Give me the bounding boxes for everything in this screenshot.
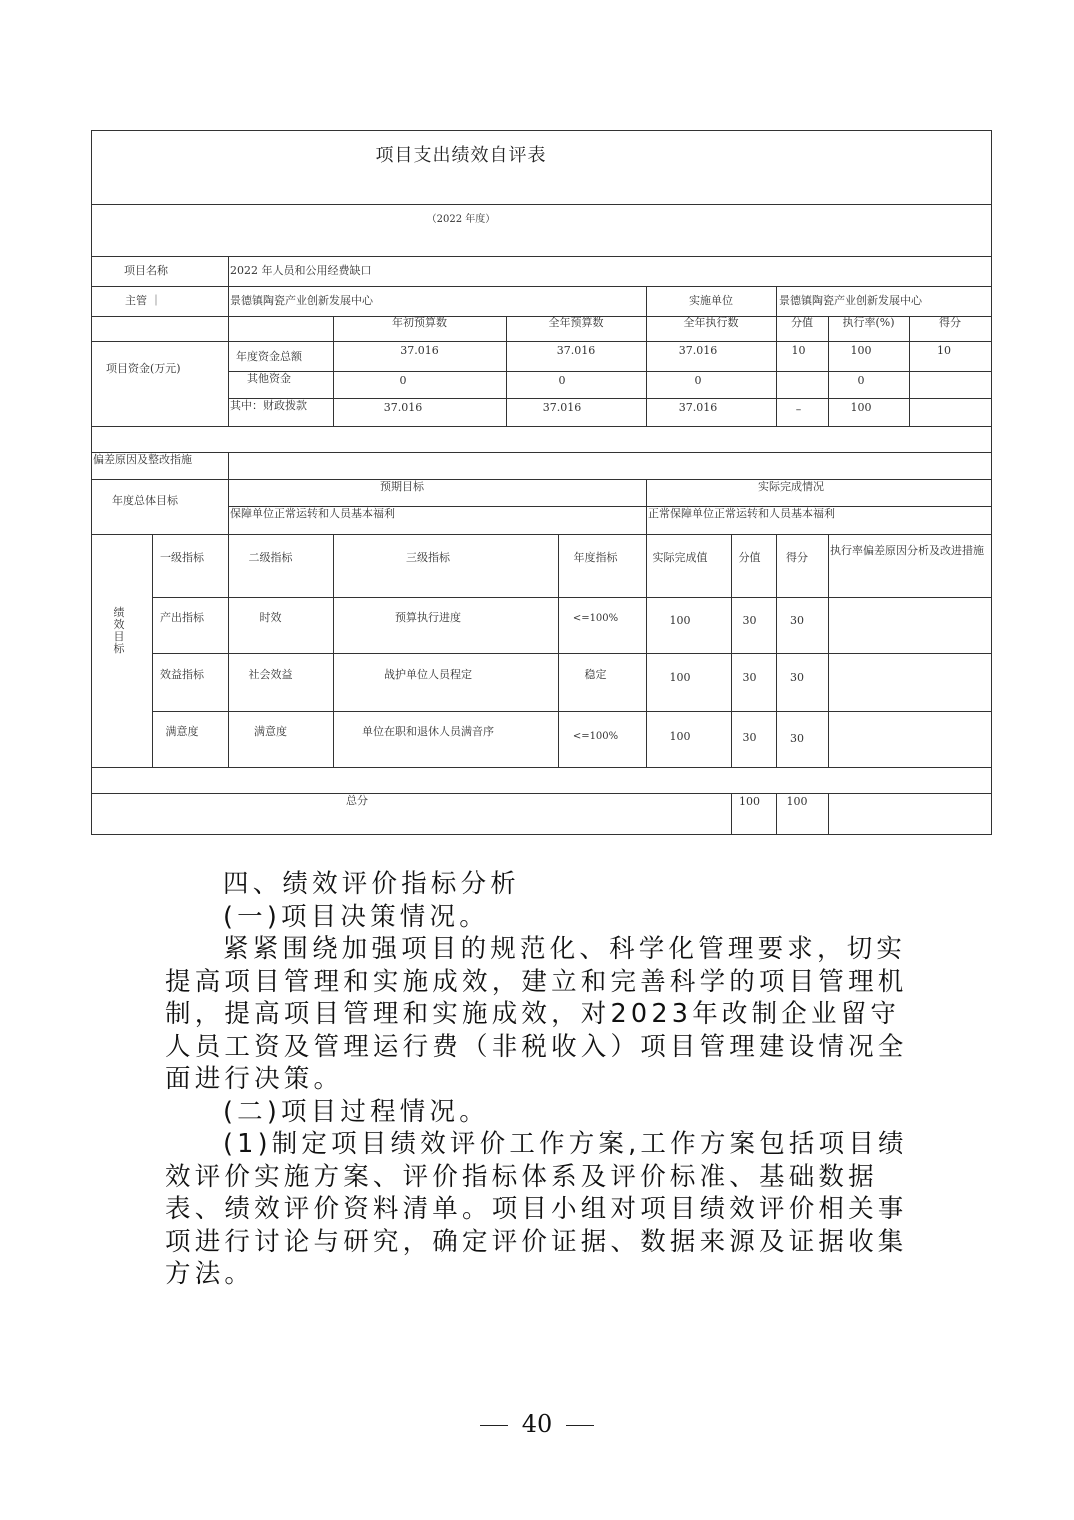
fund-header: 全年执行数 bbox=[683, 316, 739, 329]
table-rule bbox=[228, 371, 992, 372]
indicator-score: 30 bbox=[790, 614, 804, 627]
indicator-level2: 社会效益 bbox=[248, 668, 293, 681]
table-rule bbox=[152, 711, 992, 712]
performance-goal-label: 绩效目标 bbox=[113, 606, 125, 655]
indicator-header: 年度指标 bbox=[573, 551, 618, 564]
fund-cell: 100 bbox=[850, 401, 872, 414]
table-rule bbox=[91, 426, 992, 427]
analysis-section bbox=[165, 868, 925, 1291]
actual-result-value: 正常保障单位正常运转和人员基本福利 bbox=[648, 507, 835, 520]
fund-row-label: 其他资金 bbox=[247, 372, 291, 385]
indicator-level3: 战护单位人员程定 bbox=[384, 668, 472, 681]
table-rule bbox=[91, 256, 992, 257]
indicator-weight: 30 bbox=[742, 731, 757, 744]
indicator-header: 实际完成值 bbox=[652, 551, 708, 564]
indicator-level2: 满意度 bbox=[254, 725, 287, 738]
fund-header: 分值 bbox=[791, 316, 813, 329]
table-border-bottom bbox=[91, 834, 992, 835]
page-footer bbox=[0, 1410, 1074, 1438]
paragraph: 紧紧围绕加强项目的规范化、科学化管理要求，切实提高项目管理和实施成效，建立和完善科学的项目管理机制，提高项目管理和实施成效，对2023年改制企业留守人员工资及管理运行费（非税收入）项目管理建设情况全面进行决策。 bbox=[165, 934, 908, 1094]
table-rule bbox=[91, 286, 992, 287]
indicator-header: 三级指标 bbox=[406, 551, 450, 564]
table-rule bbox=[909, 316, 910, 426]
implementer-label: 实施单位 bbox=[689, 294, 733, 307]
table-rule bbox=[91, 452, 992, 453]
indicator-header: 分值 bbox=[738, 551, 761, 564]
table-rule bbox=[152, 597, 992, 598]
deviation-label: 偏差原因及整改指施 bbox=[93, 453, 192, 466]
indicator-level2: 时效 bbox=[259, 611, 282, 624]
table-rule bbox=[228, 398, 992, 399]
fund-header: 得分 bbox=[939, 316, 961, 329]
fund-cell: 37.016 bbox=[400, 344, 439, 357]
indicator-header: 得分 bbox=[786, 551, 808, 564]
table-border-right bbox=[991, 130, 992, 835]
indicator-header: 一级指标 bbox=[160, 551, 204, 564]
form-title: 项目支出绩效自评表 bbox=[375, 145, 547, 166]
footer-dash-right bbox=[566, 1425, 594, 1426]
table-rule bbox=[91, 204, 992, 205]
fund-cell: 100 bbox=[850, 344, 872, 357]
indicator-score: 30 bbox=[790, 732, 804, 745]
fund-row-label: 年度资金总额 bbox=[236, 350, 302, 363]
fund-cell: 0 bbox=[399, 374, 407, 387]
table-rule bbox=[228, 256, 229, 426]
fund-cell: – bbox=[795, 403, 802, 416]
table-rule bbox=[152, 653, 992, 654]
project-name-label: 项目名称 bbox=[124, 264, 168, 277]
table-border-top bbox=[91, 130, 992, 131]
indicator-actual: 100 bbox=[669, 671, 691, 684]
indicator-level3: 预算执行进度 bbox=[395, 611, 461, 624]
expected-goal-value: 保障单位正常运转和人员基本福利 bbox=[230, 507, 395, 520]
table-border-left bbox=[91, 130, 92, 835]
fund-cell: 10 bbox=[937, 344, 951, 357]
fund-header: 年初预算数 bbox=[392, 316, 447, 329]
project-funds-label: 项目资金(万元) bbox=[106, 362, 181, 375]
fund-cell: 37.016 bbox=[556, 344, 596, 357]
fund-row-label: 其中：财政拨款 bbox=[230, 399, 307, 412]
table-rule bbox=[91, 341, 992, 342]
fund-cell: 37.016 bbox=[678, 344, 718, 357]
total-label: 总分 bbox=[346, 794, 368, 807]
indicator-score: 30 bbox=[790, 671, 804, 684]
indicator-level1: 满意度 bbox=[165, 725, 199, 738]
subsection-heading: (二)项目过程情况。 bbox=[223, 1096, 489, 1127]
fund-cell: 0 bbox=[857, 374, 865, 387]
fund-cell: 0 bbox=[558, 374, 566, 387]
indicator-level1: 产出指标 bbox=[160, 611, 204, 624]
table-rule bbox=[828, 534, 829, 767]
form-year: （2022 年度） bbox=[426, 214, 496, 225]
indicator-target: <=100% bbox=[572, 731, 619, 742]
supervisor-label: 主管 ｜ bbox=[125, 294, 162, 307]
supervisor-value: 景德镇陶瓷产业创新发展中心 bbox=[230, 294, 373, 307]
expected-goal-header: 预期目标 bbox=[380, 480, 424, 493]
table-rule bbox=[91, 767, 992, 768]
indicator-actual: 100 bbox=[669, 730, 691, 743]
page-number: 40 bbox=[521, 1410, 553, 1438]
actual-result-header: 实际完成情况 bbox=[758, 480, 824, 493]
table-rule bbox=[828, 793, 829, 834]
indicator-level1: 效益指标 bbox=[160, 668, 204, 681]
fund-cell: 37.016 bbox=[678, 401, 718, 414]
footer-dash-left bbox=[480, 1425, 508, 1426]
fund-cell: 37.016 bbox=[383, 401, 423, 414]
fund-cell: 37.016 bbox=[542, 401, 582, 414]
indicator-header: 执行率偏差原因分析及改进措施 bbox=[830, 544, 984, 557]
subsection-heading: (一)项目决策情况。 bbox=[223, 901, 489, 932]
indicator-header: 二级指标 bbox=[248, 551, 293, 564]
table-rule bbox=[91, 534, 992, 535]
total-weight: 100 bbox=[739, 795, 760, 808]
fund-header: 全年预算数 bbox=[548, 316, 604, 329]
annual-goal-label: 年度总体目标 bbox=[112, 494, 178, 507]
indicator-level3: 单位在职和退休人员满音序 bbox=[362, 725, 494, 738]
section-heading: 四、绩效评价指标分析 bbox=[223, 869, 521, 899]
indicator-target: 稳定 bbox=[584, 668, 607, 681]
indicator-weight: 30 bbox=[742, 614, 757, 627]
fund-cell: 0 bbox=[694, 374, 702, 387]
indicator-target: <=100% bbox=[572, 613, 619, 624]
fund-header: 执行率(%) bbox=[842, 316, 895, 329]
indicator-weight: 30 bbox=[742, 671, 757, 684]
paragraph: (1)制定项目绩效评价工作方案,工作方案包括项目绩效评价实施方案、评价指标体系及评价标准、基础数据表、绩效评价资料清单。项目小组对项目绩效评价相关事项进行讨论与研究，确定评价证据、数据来源及证据收集方法。 bbox=[165, 1129, 908, 1289]
project-name-value: 2022 年人员和公用经费缺口 bbox=[230, 264, 372, 277]
total-score: 100 bbox=[786, 795, 808, 808]
implementer-value: 景德镇陶瓷产业创新发展中心 bbox=[779, 294, 922, 307]
fund-cell: 10 bbox=[791, 344, 806, 357]
indicator-actual: 100 bbox=[669, 614, 691, 627]
table-rule bbox=[91, 793, 992, 794]
